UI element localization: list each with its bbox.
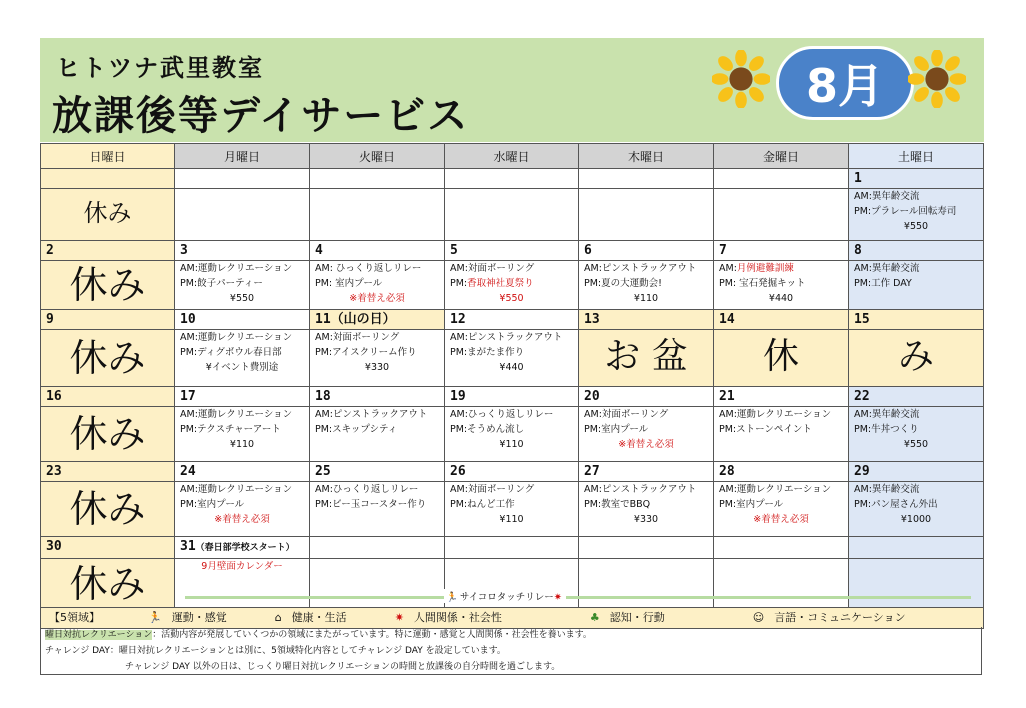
day-cell-26 bbox=[445, 482, 579, 537]
weekday-header-row bbox=[41, 144, 984, 169]
am-activity: AM:ひっくり返しリレー bbox=[450, 409, 554, 420]
date-number: 11（山の日） bbox=[310, 310, 445, 330]
week2-date-row bbox=[41, 241, 984, 261]
day-cell-31 bbox=[175, 559, 310, 610]
pm-activity: PM:テクスチャーアート bbox=[180, 424, 281, 435]
price: ¥110 bbox=[633, 293, 659, 304]
date-number: 28 bbox=[714, 462, 849, 482]
week3-body-row bbox=[41, 330, 984, 387]
pm-activity: PM: 宝石発掘キット bbox=[719, 278, 806, 289]
date-number: 19 bbox=[445, 387, 579, 407]
day-cell-18 bbox=[310, 407, 445, 462]
price: ¥440 bbox=[768, 293, 794, 304]
price: ¥550 bbox=[229, 293, 255, 304]
legend-item: ✷ 人間関係・社会性 bbox=[387, 608, 502, 628]
price: ¥550 bbox=[903, 221, 929, 232]
price: ¥1000 bbox=[900, 514, 932, 525]
price: ¥550 bbox=[903, 439, 929, 450]
pm-activity: PM:プラレール回転寿司 bbox=[854, 206, 957, 217]
am-activity: AM:ピンストラックアウト bbox=[584, 263, 697, 274]
am-activity: AM:対面ボーリング bbox=[450, 263, 535, 274]
obon-label: お 盆 bbox=[604, 336, 688, 377]
day-cell-20 bbox=[579, 407, 714, 462]
sunflower-icon bbox=[908, 50, 966, 108]
date-number: 29 bbox=[849, 462, 984, 482]
day-cell-17 bbox=[175, 407, 310, 462]
pm-activity: PM:アイスクリーム作り bbox=[315, 347, 417, 358]
day-cell-29 bbox=[849, 482, 984, 537]
day-cell-27 bbox=[579, 482, 714, 537]
day-cell-19 bbox=[445, 407, 579, 462]
date-number: 12 bbox=[445, 310, 579, 330]
day-cell-10 bbox=[175, 330, 310, 387]
pm-activity: PM:室内プール bbox=[584, 424, 649, 435]
page-header bbox=[40, 38, 984, 142]
weekday-sunday: 日曜日 bbox=[41, 144, 175, 169]
weekday-monday: 月曜日 bbox=[175, 144, 310, 169]
am-activity: AM:運動レクリエーション bbox=[180, 409, 293, 420]
note: ¥イベント費別途 bbox=[205, 362, 279, 373]
note: ※着替え必須 bbox=[753, 514, 809, 525]
am-activity: AM:ピンストラックアウト bbox=[450, 332, 563, 343]
date-number: 8 bbox=[849, 241, 984, 261]
day-cell-22 bbox=[849, 407, 984, 462]
day-cell-11 bbox=[310, 330, 445, 387]
note-line: 曜日対抗レクリエーション：活動内容が発展していくつかの領域にまたがっています。特に運動・感覚と人間関係・社会性を養います。 bbox=[45, 630, 592, 640]
week1-body-row bbox=[41, 189, 984, 241]
holiday-label: 休み bbox=[83, 199, 132, 227]
price: ¥110 bbox=[499, 514, 524, 525]
am-activity: AM:運動レクリエーション bbox=[719, 409, 832, 420]
pm-activity: PM:夏の大運動会! bbox=[584, 278, 662, 289]
weekday-friday: 金曜日 bbox=[714, 144, 849, 169]
price: ¥330 bbox=[633, 514, 659, 525]
weekday-tuesday: 火曜日 bbox=[310, 144, 445, 169]
note-line: チャレンジ DAY 以外の日は、じっくり曜日対抗レクリエーションの時間と放課後の自分時間を過ごします。 bbox=[125, 662, 561, 672]
event-label: 9月壁面カレンダー bbox=[201, 561, 283, 572]
pm-activity: PM:ビー玉コースター作り bbox=[315, 499, 427, 510]
date-number: 24 bbox=[175, 462, 310, 482]
am-activity: AM: ひっくり返しリレー bbox=[315, 263, 422, 274]
week5-body-row bbox=[41, 482, 984, 537]
date-number: 15 bbox=[849, 310, 984, 330]
house-icon: ⌂ bbox=[274, 611, 282, 624]
spark-icon: ✷ bbox=[394, 611, 404, 624]
legend-title: 【5領域】 bbox=[49, 611, 100, 624]
am-activity: AM:対面ボーリング bbox=[450, 484, 535, 495]
am-activity: AM:運動レクリエーション bbox=[719, 484, 832, 495]
week1-date-row bbox=[41, 169, 984, 189]
week6-date-row bbox=[41, 537, 984, 559]
day-cell-7 bbox=[714, 261, 849, 310]
date-number: 18 bbox=[310, 387, 445, 407]
pm-activity: PM:パン屋さん外出 bbox=[854, 499, 938, 510]
day-cell-1 bbox=[849, 189, 984, 241]
spark-icon: ✷ bbox=[553, 592, 562, 603]
am-activity: AM:ピンストラックアウト bbox=[584, 484, 697, 495]
notes-section bbox=[40, 627, 982, 675]
date-number: 1 bbox=[849, 169, 984, 189]
date-number: 21 bbox=[714, 387, 849, 407]
holiday-label: 休み bbox=[69, 562, 146, 606]
week5-date-row bbox=[41, 462, 984, 482]
day-cell-25 bbox=[310, 482, 445, 537]
day-cell-28 bbox=[714, 482, 849, 537]
pm-activity: PM:ディグボウル春日部 bbox=[180, 347, 282, 358]
pm-activity: PM:室内プール bbox=[719, 499, 784, 510]
date-number: 10 bbox=[175, 310, 310, 330]
holiday-label: 休み bbox=[69, 336, 146, 380]
am-activity: AM:運動レクリエーション bbox=[180, 484, 293, 495]
pm-activity: PM:工作 DAY bbox=[854, 278, 912, 289]
date-number: 6 bbox=[579, 241, 714, 261]
date-number: 30 bbox=[41, 537, 175, 559]
note-line: チャレンジ DAY：曜日対抗レクリエーションとは別に、5領域特化内容としてチャレンジ DAY を設定しています。 bbox=[45, 646, 506, 656]
monthly-calendar bbox=[40, 143, 984, 610]
relay-label: 🏃 サイコロタッチリレー✷ bbox=[444, 589, 566, 603]
am-activity: AM:運動レクリエーション bbox=[180, 263, 293, 274]
runner-icon: 🏃 bbox=[446, 592, 458, 603]
pm-activity: PM:スキップシティ bbox=[315, 424, 398, 435]
tree-icon: ♣ bbox=[589, 611, 600, 624]
am-activity: AM:異年齢交流 bbox=[854, 263, 920, 274]
day-cell-6 bbox=[579, 261, 714, 310]
legend-item: 🏃 運動・感覚 bbox=[140, 608, 227, 628]
day-cell-4 bbox=[310, 261, 445, 310]
date-number: 16 bbox=[41, 387, 175, 407]
date-number: 25 bbox=[310, 462, 445, 482]
pm-activity: PM:ストーンペイント bbox=[719, 424, 812, 435]
am-activity: AM:運動レクリエーション bbox=[180, 332, 293, 343]
pm-activity: PM:室内プール bbox=[180, 499, 245, 510]
date-number: 2 bbox=[41, 241, 175, 261]
am-activity: AM:ひっくり返しリレー bbox=[315, 484, 419, 495]
pm-activity: PM:教室でBBQ bbox=[584, 499, 651, 510]
price: ¥440 bbox=[499, 362, 524, 373]
price: ¥110 bbox=[229, 439, 255, 450]
pm-activity: PM:ねんど工作 bbox=[450, 499, 515, 510]
pm-activity: PM:牛丼つくり bbox=[854, 424, 919, 435]
month-badge: 8月 bbox=[776, 46, 914, 120]
legend-item: ♣ 認知・行動 bbox=[582, 608, 665, 628]
price: ¥550 bbox=[499, 293, 524, 304]
am-activity: AM:月例避難訓練 bbox=[719, 263, 794, 274]
legend-item: ☺ 言語・コミュニケーション bbox=[745, 608, 906, 628]
weekday-saturday: 土曜日 bbox=[849, 144, 984, 169]
note: ※着替え必須 bbox=[214, 514, 270, 525]
date-number: 17 bbox=[175, 387, 310, 407]
pm-activity: PM:香取神社夏祭り bbox=[450, 278, 534, 289]
am-activity: AM:異年齢交流 bbox=[854, 409, 920, 420]
obon-label: 休 bbox=[762, 336, 799, 377]
week4-body-row bbox=[41, 407, 984, 462]
date-number: 23 bbox=[41, 462, 175, 482]
service-title: 放課後等デイサービス bbox=[52, 93, 470, 139]
date-number: 3 bbox=[175, 241, 310, 261]
date-number: 31 bbox=[180, 539, 196, 554]
sunflower-icon bbox=[712, 50, 770, 108]
obon-label: み bbox=[897, 336, 934, 377]
pm-activity: PM: 室内プール bbox=[315, 278, 383, 289]
day-cell-8 bbox=[849, 261, 984, 310]
price: ¥110 bbox=[499, 439, 524, 450]
date-number: 5 bbox=[445, 241, 579, 261]
holiday-label: 休み bbox=[69, 487, 146, 531]
weekday-thursday: 木曜日 bbox=[579, 144, 714, 169]
smile-icon: ☺ bbox=[752, 611, 765, 624]
am-activity: AM:異年齢交流 bbox=[854, 191, 920, 202]
date-number: 4 bbox=[310, 241, 445, 261]
day-cell-21 bbox=[714, 407, 849, 462]
day-cell-24 bbox=[175, 482, 310, 537]
weekday-wednesday: 水曜日 bbox=[445, 144, 579, 169]
am-activity: AM:対面ボーリング bbox=[315, 332, 400, 343]
relay-bar bbox=[185, 596, 971, 599]
note: ※着替え必須 bbox=[349, 293, 405, 304]
day-cell-12 bbox=[445, 330, 579, 387]
legend-item: ⌂ 健康・生活 bbox=[267, 608, 347, 628]
runner-icon: 🏃 bbox=[148, 611, 162, 624]
am-activity: AM:ピンストラックアウト bbox=[315, 409, 428, 420]
pm-activity: PM:そうめん流し bbox=[450, 424, 525, 435]
date-number: 13 bbox=[579, 310, 714, 330]
date-number: 26 bbox=[445, 462, 579, 482]
day-cell-5 bbox=[445, 261, 579, 310]
holiday-label: 休み bbox=[69, 263, 146, 307]
holiday-label: 休み bbox=[69, 412, 146, 456]
pm-activity: PM:まがたま作り bbox=[450, 347, 525, 358]
pm-activity: PM:餃子パーティー bbox=[180, 278, 263, 289]
week4-date-row bbox=[41, 387, 984, 407]
am-activity: AM:異年齢交流 bbox=[854, 484, 920, 495]
date-number: 9 bbox=[41, 310, 175, 330]
am-activity: AM:対面ボーリング bbox=[584, 409, 669, 420]
day-cell-3 bbox=[175, 261, 310, 310]
school-name: ヒトツナ武里教室 bbox=[56, 54, 264, 82]
date-number: 22 bbox=[849, 387, 984, 407]
date-note: （春日部学校スタート） bbox=[195, 543, 295, 553]
date-number: 14 bbox=[714, 310, 849, 330]
week2-body-row bbox=[41, 261, 984, 310]
date-number: 27 bbox=[579, 462, 714, 482]
note: ※着替え必須 bbox=[618, 439, 674, 450]
date-number: 20 bbox=[579, 387, 714, 407]
week3-date-row bbox=[41, 310, 984, 330]
date-number: 7 bbox=[714, 241, 849, 261]
legend-bar bbox=[40, 607, 984, 629]
price: ¥330 bbox=[364, 362, 390, 373]
